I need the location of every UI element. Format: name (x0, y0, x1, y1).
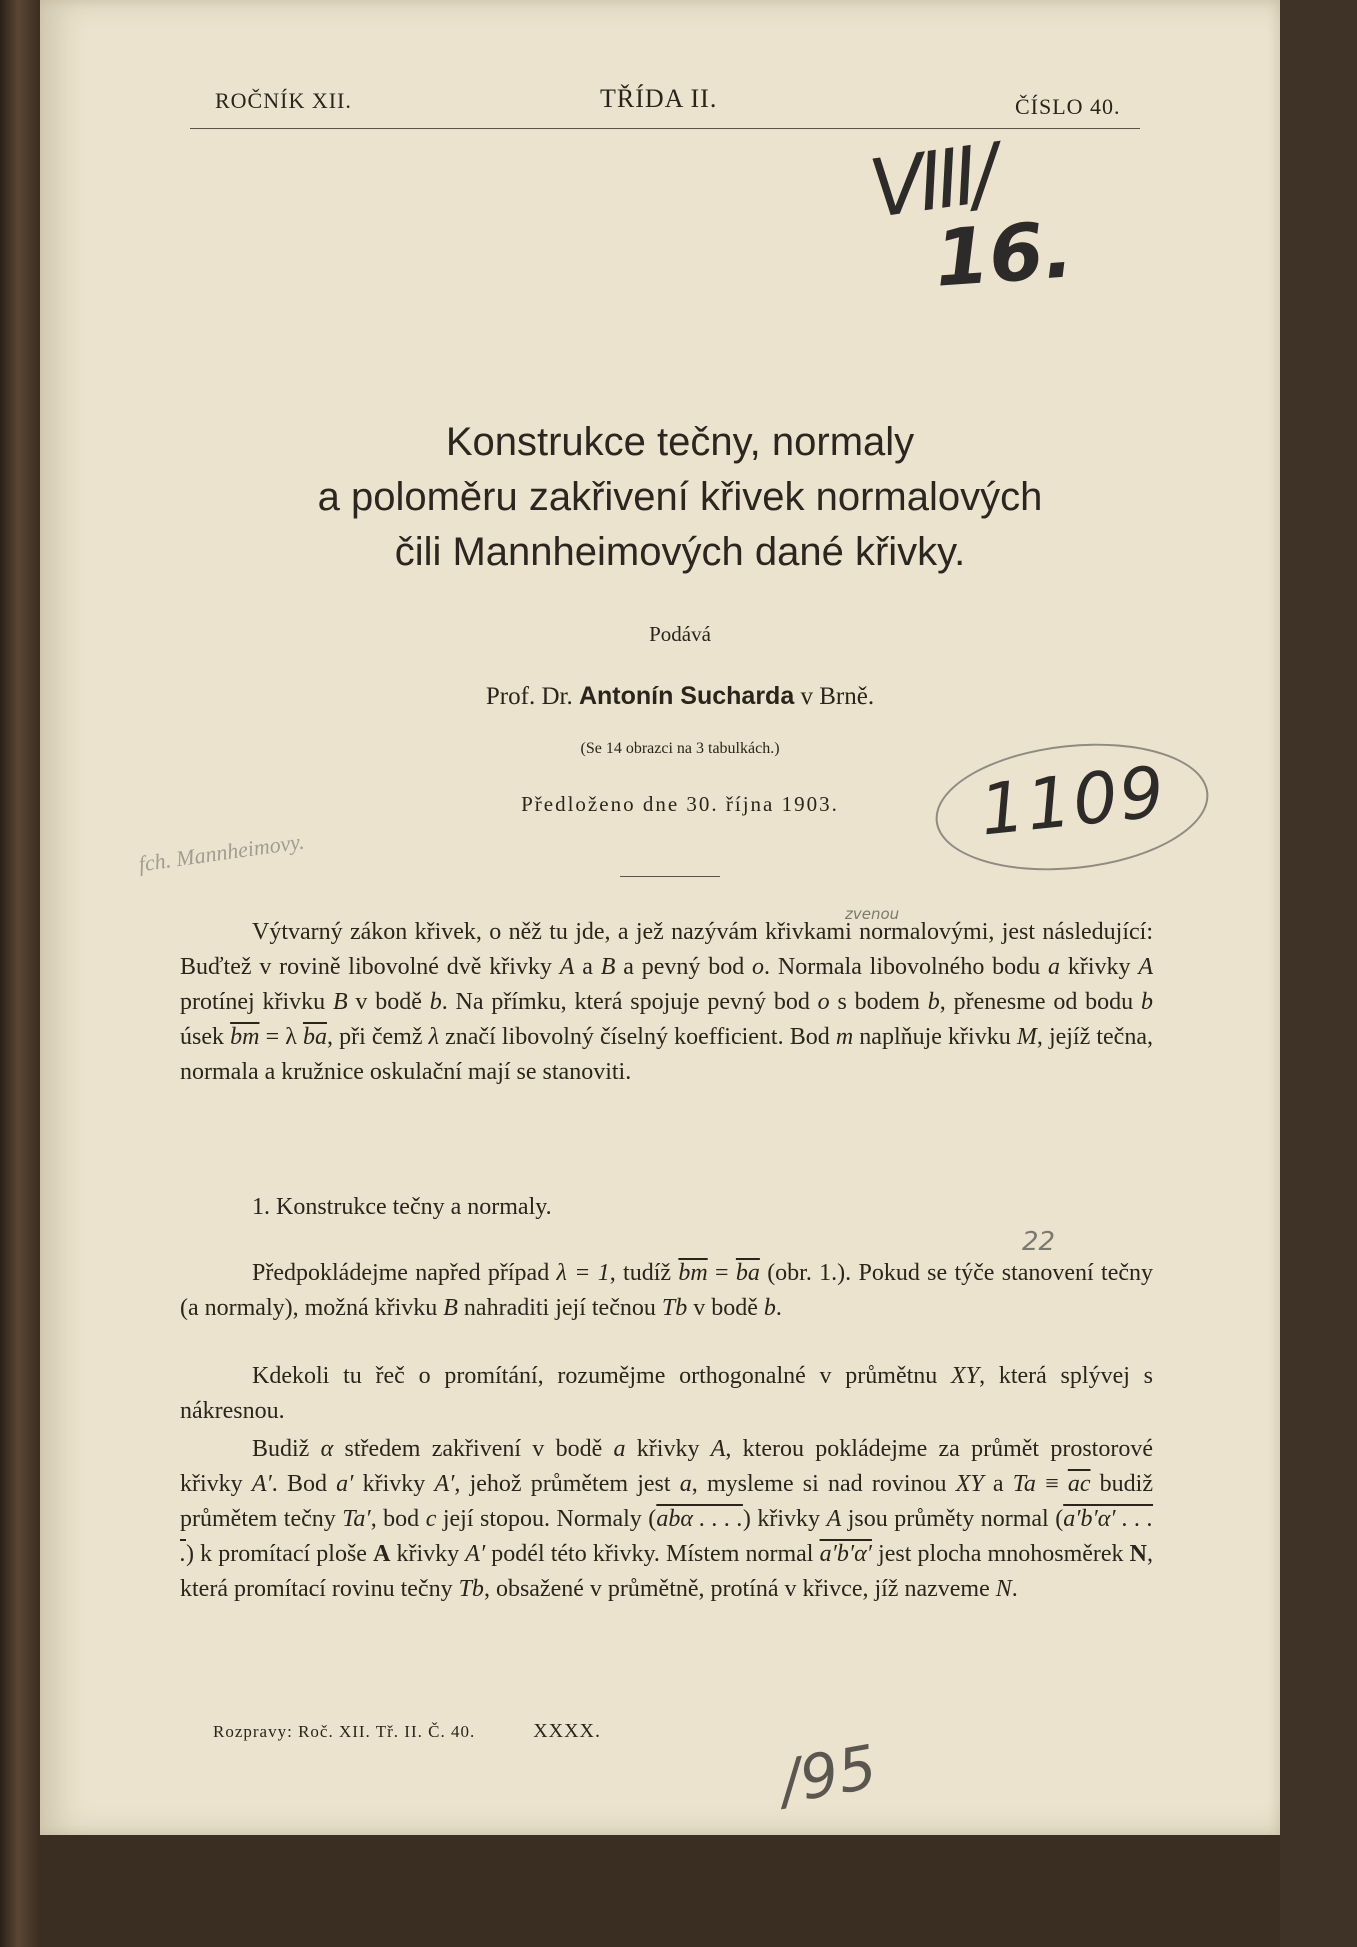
figures-note: (Se 14 obrazci na 3 tabulkách.) (580, 740, 780, 757)
title-line-3: čili Mannheimových dané křivky. (394, 530, 966, 574)
handwritten-number-mark: 16. (932, 205, 1077, 305)
paragraph-3: Kdekoli tu řeč o promítání, rozumějme orthogonalné v průmětnu XY, která splývej s nákresnou. (180, 1363, 1153, 1424)
paragraph-4: Budiž α středem zakřivení v bodě a křivky A, kterou pokládejme za průmět prostorové křivky A′. Bod a′ křivky A′, jehož průmětem jest a, mysleme si nad rovinou XY a $Ta \equiv \overline{ac}$ budiž průmětem tečny Ta′, bod c její stopou. Normaly (abα . . . .) křivky A jsou průměty normal (a′b′α′ . . . .) k promítací ploše A křivky A′ podél této křivky. Místem normal a′b′α′ jest plocha mnohosměrek N, která promítací rovinu tečny Tb, obsažené v průmětně, protíná v křivce, jíž nazveme N. (180, 1436, 1154, 1602)
page-footer (213, 1720, 601, 1743)
title-line-1: Konstrukce tečny, normaly (445, 420, 915, 464)
title-line-2: a poloměru zakřivení křivek normalových (317, 475, 1043, 519)
scan-background (40, 1835, 1280, 1947)
handwritten-roman-mark: VIII/ (864, 126, 999, 237)
header-number: ČÍSLO 40. (1015, 94, 1121, 119)
pencil-margin-note: fch. Mannheimovy. (137, 828, 306, 877)
handwritten-inventory-number: 1109 (976, 750, 1170, 852)
handwritten-bottom-mark: /95 (774, 1732, 882, 1818)
paragraph-1: Výtvarný zákon křivek, o něž tu jde, a jež nazývám křivkami normalovými, jest následující: Buďtež v rovině libovolné dvě křivky A a B a pevný bod o. Normala libovolného bodu a křivky A protínej křivku B v bodě b. Na přímku, která spojuje pevný bod o s bodem b, přenesme od bodu b úsek $\overline{bm} = \lambda$ $\overline{ba}$, při čemž λ značí libovolný číselný koefficient. Bod m naplňuje křivku M, jejíž tečna, normala a kružnice oskulační mají se stanoviti. (180, 919, 1153, 1085)
header-class: TŘÍDA II. (600, 84, 718, 113)
author-location: v Brně. (794, 683, 875, 710)
book-spine (0, 0, 40, 1947)
byline-label: Podává (649, 622, 711, 646)
article-title (180, 415, 1180, 580)
footer-page-number: XXXX. (533, 1720, 601, 1742)
author-prefix: Prof. Dr. (485, 683, 579, 710)
author-line (180, 682, 1180, 711)
handwritten-word-note: zvenou (845, 905, 900, 923)
header-volume: ROČNÍK XII. (215, 88, 352, 113)
page-edge (1280, 0, 1357, 1947)
presented-date: Předloženo dne 30. října 1903. (521, 792, 839, 816)
separator-rule (620, 876, 720, 877)
running-header (155, 84, 1155, 128)
header-rule (190, 128, 1140, 129)
handwritten-margin-number: 22 (1022, 1227, 1056, 1257)
author-name: Antonín Sucharda (578, 682, 795, 710)
paragraph-2: Předpokládejme napřed případ λ = 1, tudíž $\overline{bm} = \overline{ba}$ (obr. 1.). Pokud se týče stanovení tečny (a normaly), možná křivku B nahraditi její tečnou Tb v bodě b. (180, 1260, 1153, 1321)
footer-citation: Rozpravy: Roč. XII. Tř. II. Č. 40. (213, 1722, 476, 1741)
section-heading: 1. Konstrukce tečny a normaly. (252, 1194, 552, 1220)
